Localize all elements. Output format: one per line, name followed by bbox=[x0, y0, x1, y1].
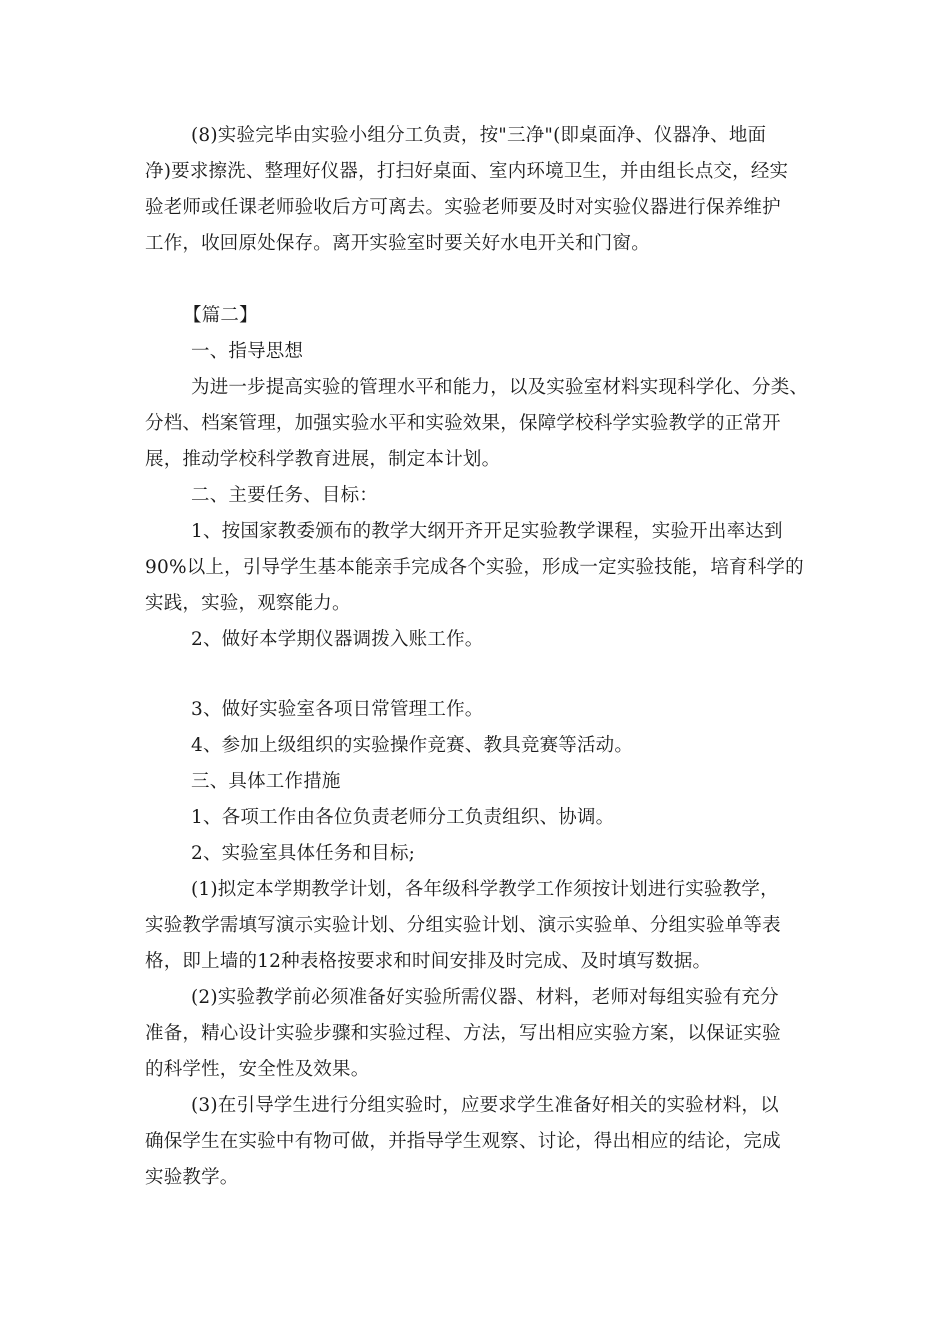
list-item: 2、实验室具体任务和目标; bbox=[191, 843, 416, 864]
paragraph-line: 确保学生在实验中有物可做，并指导学生观察、讨论，得出相应的结论，完成 bbox=[145, 1131, 781, 1152]
list-item: (1)拟定本学期教学计划，各年级科学教学工作须按计划进行实验教学， bbox=[191, 879, 779, 900]
list-item: 3、做好实验室各项日常管理工作。 bbox=[191, 699, 484, 720]
paragraph-line: 工作，收回原处保存。离开实验室时要关好水电开关和门窗。 bbox=[145, 233, 650, 254]
list-item: (3)在引导学生进行分组实验时，应要求学生准备好相关的实验材料，以 bbox=[191, 1095, 779, 1116]
paragraph-line: 的科学性，安全性及效果。 bbox=[145, 1059, 370, 1080]
paragraph-line: 为进一步提高实验的管理水平和能力，以及实验室材料实现科学化、分类、 bbox=[191, 377, 809, 398]
list-item: (2)实验教学前必须准备好实验所需仪器、材料，老师对每组实验有充分 bbox=[191, 987, 779, 1008]
paragraph-line: (8)实验完毕由实验小组分工负责，按"三净"(即桌面净、仪器净、地面 bbox=[191, 125, 767, 146]
subheading: 一、指导思想 bbox=[191, 341, 304, 362]
paragraph-line: 分档、档案管理，加强实验水平和实验效果，保障学校科学实验教学的正常开 bbox=[145, 413, 781, 434]
list-item: 1、按国家教委颁布的教学大纲开齐开足实验教学课程，实验开出率达到 bbox=[191, 521, 783, 542]
subheading: 二、主要任务、目标： bbox=[191, 485, 379, 506]
list-item: 4、参加上级组织的实验操作竞赛、教具竞赛等活动。 bbox=[191, 735, 634, 756]
paragraph-line: 净)要求擦洗、整理好仪器，打扫好桌面、室内环境卫生，并由组长点交，经实 bbox=[145, 161, 789, 182]
paragraph-line: 准备，精心设计实验步骤和实验过程、方法，写出相应实验方案，以保证实验 bbox=[145, 1023, 781, 1044]
paragraph-line: 展，推动学校科学教育进展，制定本计划。 bbox=[145, 449, 501, 470]
paragraph-line: 格，即上墙的12种表格按要求和时间安排及时完成、及时填写数据。 bbox=[145, 951, 712, 972]
list-item: 2、做好本学期仪器调拨入账工作。 bbox=[191, 629, 484, 650]
paragraph-line: 实验教学。 bbox=[145, 1167, 239, 1188]
paragraph-line: 90%以上，引导学生基本能亲手完成各个实验，形成一定实验技能，培育科学的 bbox=[145, 557, 804, 578]
section-heading: 【篇二】 bbox=[183, 305, 258, 326]
list-item: 1、各项工作由各位负责老师分工负责组织、协调。 bbox=[191, 807, 615, 828]
paragraph-line: 实验教学需填写演示实验计划、分组实验计划、演示实验单、分组实验单等表 bbox=[145, 915, 781, 936]
paragraph-line: 实践，实验，观察能力。 bbox=[145, 593, 351, 614]
subheading: 三、具体工作措施 bbox=[191, 771, 341, 792]
paragraph-line: 验老师或任课老师验收后方可离去。实验老师要及时对实验仪器进行保养维护 bbox=[145, 197, 781, 218]
